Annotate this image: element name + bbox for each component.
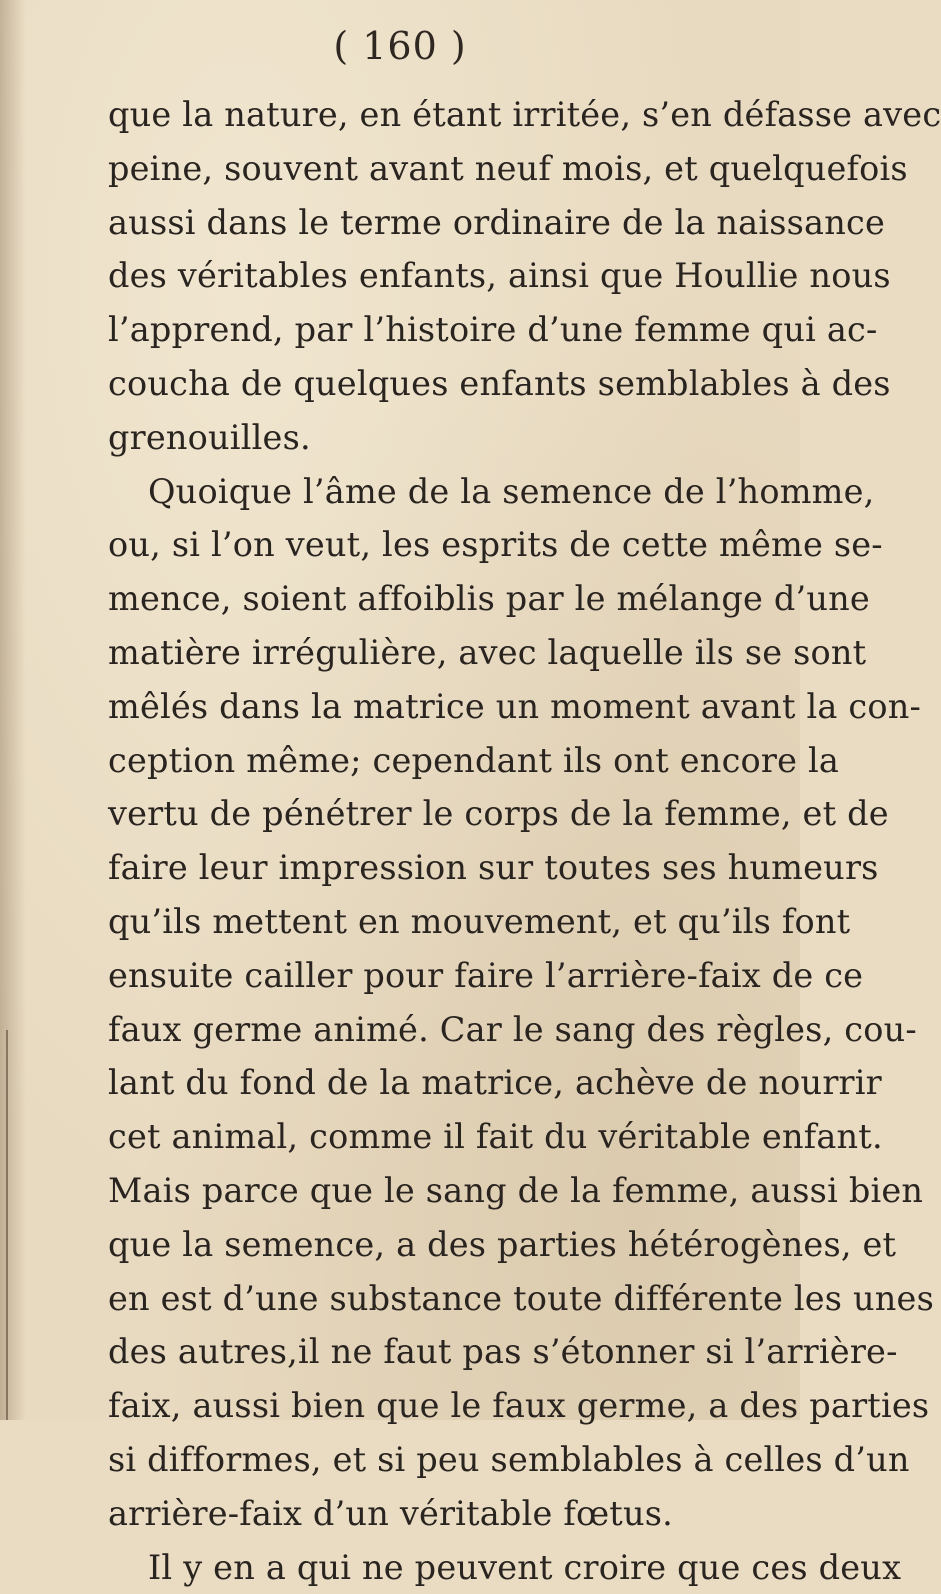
text-line: que la nature, en étant irritée, s’en défasse avec (108, 95, 941, 134)
text-line: des véritables enfants, ainsi que Houllie nous (108, 256, 891, 296)
text-line: en est d’une substance toute différente les unes (108, 1278, 934, 1318)
text-line: vertu de pénétrer le corps de la femme, et de (108, 794, 889, 834)
text-line: ou, si l’on veut, les esprits de cette même se- (108, 525, 883, 565)
text-line: aussi dans le terme ordinaire de la naissance (108, 202, 885, 242)
page-number: ( 160 ) (333, 24, 467, 68)
paragraph-end-line: arrière-faix d’un véritable fœtus. (108, 1493, 673, 1533)
body-text (108, 88, 941, 1594)
text-line: mence, soient affoiblis par le mélange d’une (108, 579, 870, 619)
text-line: des autres,il ne faut pas s’étonner si l’arrière- (108, 1332, 898, 1372)
text-line: faux germe animé. Car le sang des règles, cou- (108, 1009, 917, 1049)
text-line: Mais parce que le sang de la femme, aussi bien (108, 1170, 924, 1210)
text-line: matière irrégulière, avec laquelle ils se sont (108, 632, 867, 672)
page-gutter-shadow (0, 0, 26, 1420)
text-line: faix, aussi bien que le faux germe, a des parties (108, 1386, 930, 1426)
text-line: coucha de quelques enfants semblables à des (108, 363, 891, 403)
text-line: lant du fond de la matrice, achève de nourrir (108, 1063, 882, 1103)
paragraph-start-line: Il y en a qui ne peuvent croire que ces deux (148, 1547, 902, 1587)
text-line: qu’ils mettent en mouvement, et qu’ils font (108, 901, 851, 941)
text-line: faire leur impression sur toutes ses humeurs (108, 848, 879, 888)
text-line: l’apprend, par l’histoire d’une femme qui ac- (108, 310, 878, 350)
text-line: ception même; cependant ils ont encore la (108, 740, 840, 780)
text-line: peine, souvent avant neuf mois, et quelquefois (108, 148, 908, 188)
text-line: cet animal, comme il fait du véritable enfant. (108, 1117, 883, 1157)
page-edge-line (6, 1030, 8, 1420)
text-line: mêlés dans la matrice un moment avant la con- (108, 686, 922, 726)
text-line: que la semence, a des parties hétérogènes, et (108, 1224, 897, 1264)
paragraph-end-line: grenouilles. (108, 417, 311, 457)
text-line: ensuite cailler pour faire l’arrière-faix de ce (108, 955, 864, 995)
paragraph-start-line: Quoique l’âme de la semence de l’homme, (148, 471, 875, 511)
text-line: si difformes, et si peu semblables à celles d’un (108, 1439, 910, 1479)
